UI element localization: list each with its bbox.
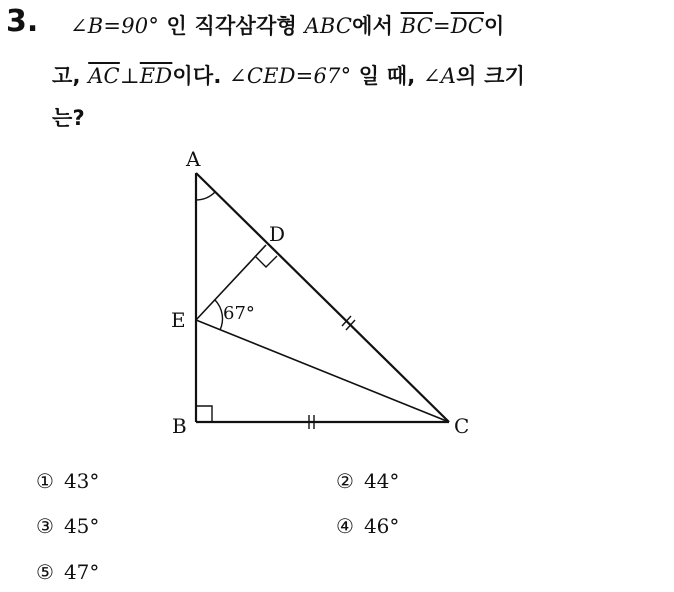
angle-arc-a [196, 192, 215, 200]
angle-b-expression: ∠B=90° [70, 14, 160, 38]
label-e: E [171, 308, 186, 332]
choice-value: 44° [363, 469, 400, 493]
choice-3[interactable] [36, 514, 99, 538]
question-text: 에서 [352, 14, 401, 38]
question-text: 이 [484, 14, 505, 38]
choice-4[interactable] [336, 514, 399, 538]
choice-1[interactable] [36, 469, 99, 493]
label-b: B [172, 414, 187, 438]
angle-arc-e [215, 300, 222, 330]
choice-value: 45° [63, 514, 100, 538]
perpendicular-symbol: ⊥ [119, 64, 140, 88]
choice-value: 46° [363, 514, 400, 538]
segment-bc: $\overline{BC}$ [400, 14, 433, 38]
angle-a-expression: ∠A [422, 64, 457, 88]
label-c: C [454, 414, 470, 438]
choice-mark: ④ [336, 514, 354, 538]
question-text: 의 크기 [456, 64, 526, 88]
segment-dc: $\overline{DC}$ [450, 14, 485, 38]
choice-mark: ② [336, 469, 354, 493]
side-ac [196, 173, 449, 422]
question-number: 3. [6, 4, 39, 39]
right-angle-mark-b [196, 406, 212, 422]
angle-label-67: 67° [223, 303, 255, 324]
segment-ec-line [196, 320, 449, 422]
question-line-3: 는? [52, 106, 85, 130]
choice-mark: ① [36, 469, 54, 493]
choice-value: 47° [63, 560, 100, 584]
label-d: D [269, 222, 286, 246]
label-a: A [186, 147, 201, 171]
choice-5[interactable] [36, 560, 99, 584]
choice-mark: ⑤ [36, 560, 54, 584]
choice-2[interactable] [336, 469, 399, 493]
equals-sign: = [432, 14, 451, 38]
choice-value: 43° [63, 469, 100, 493]
question-text: 고, [52, 64, 89, 88]
choice-mark: ③ [36, 514, 54, 538]
segment-ac: $\overline{AC}$ [88, 64, 120, 88]
right-angle-mark-d [255, 256, 277, 267]
question-text: 이다. [172, 64, 230, 88]
segment-ed: $\overline{ED}$ [139, 64, 173, 88]
triangle-name: ABC [304, 14, 353, 38]
question-text: 일 때, [351, 64, 423, 88]
question-text: 인 직각삼각형 [159, 14, 305, 38]
angle-ced-expression: ∠CED=67° [229, 64, 352, 88]
